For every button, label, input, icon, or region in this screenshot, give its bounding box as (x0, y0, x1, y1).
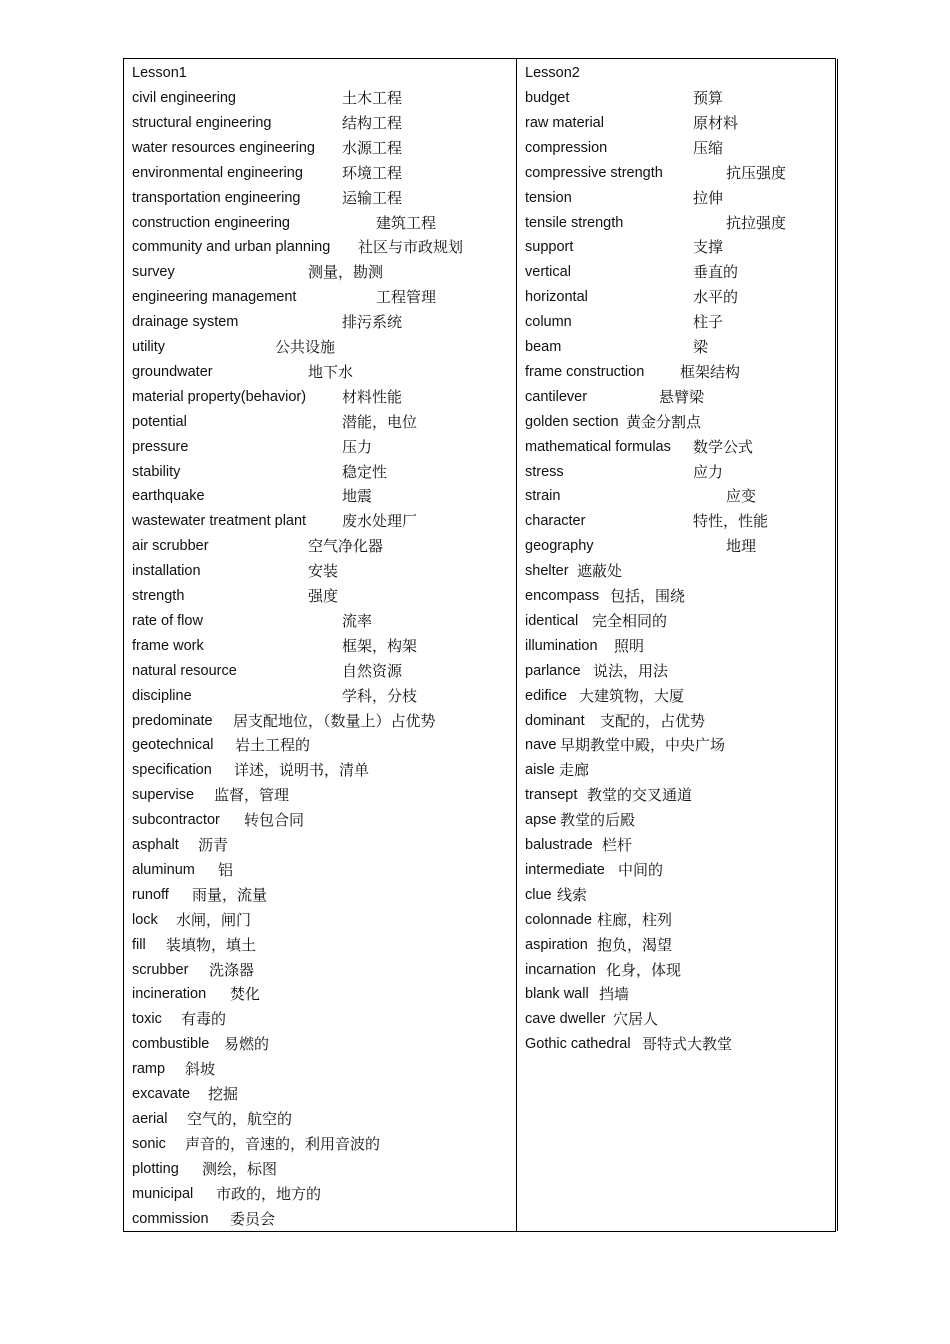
chinese-translation: 照明 (614, 636, 645, 655)
chinese-translation: 焚化 (230, 985, 261, 1004)
english-term: plotting (132, 1160, 179, 1177)
english-term: strength (132, 588, 185, 604)
vocab-row (525, 858, 664, 883)
vocab-row (525, 509, 769, 534)
vocab-row (132, 360, 354, 385)
chinese-translation: 潜能，电位 (342, 412, 418, 431)
chinese-translation: 流率 (342, 611, 373, 630)
vocab-row (525, 111, 739, 136)
vocab-row (132, 634, 418, 659)
chinese-translation: 大建筑物，大厦 (579, 686, 685, 705)
english-term: compressive strength (525, 164, 663, 181)
english-term: excavate (132, 1086, 191, 1102)
vocab-row (525, 235, 724, 260)
vocab-row (132, 758, 370, 783)
vocab-row (525, 783, 693, 808)
english-term: blank wall (525, 986, 589, 1003)
vocab-row (525, 634, 645, 659)
english-term: cave dweller (525, 1011, 606, 1028)
vocab-row (132, 933, 257, 958)
english-term: utility (132, 339, 166, 355)
chinese-translation: 哥特式大教堂 (642, 1035, 733, 1054)
english-term: ramp (132, 1061, 166, 1078)
english-term: stability (132, 463, 181, 480)
chinese-translation: 居支配地位，（数量上）占优势 (233, 711, 436, 730)
vocab-row (525, 659, 669, 684)
english-term: apse (525, 812, 557, 829)
english-term: edifice (525, 687, 567, 704)
chinese-translation: 数学公式 (693, 437, 754, 456)
chinese-translation: 测量，勘测 (308, 263, 384, 282)
vocab-row (525, 310, 724, 335)
chinese-translation: 土木工程 (342, 89, 403, 107)
vocab-row (132, 335, 336, 360)
chinese-translation: 垂直的 (693, 263, 739, 282)
english-term: supervise (132, 787, 195, 804)
vocab-row (132, 1057, 216, 1082)
vocab-row (525, 211, 787, 236)
chinese-translation: 易燃的 (224, 1035, 270, 1054)
english-term: balustrade (525, 837, 593, 853)
chinese-translation: 材料性能 (342, 387, 403, 406)
vocab-row (132, 211, 437, 236)
chinese-translation: 废水处理厂 (342, 512, 418, 531)
chinese-translation: 穴居人 (613, 1010, 659, 1029)
vocab-row (525, 534, 757, 559)
english-term: colonnade (525, 911, 592, 928)
english-term: scrubber (132, 961, 189, 978)
vocab-row (132, 559, 339, 584)
english-term: construction engineering (132, 214, 290, 231)
english-term: geotechnical (132, 737, 214, 754)
english-term: incineration (132, 986, 207, 1003)
chinese-translation: 栏杆 (602, 836, 633, 854)
english-term: rate of flow (132, 612, 203, 629)
chinese-translation: 特性，性能 (693, 512, 769, 531)
chinese-translation: 委员会 (230, 1209, 276, 1228)
vocab-row (525, 808, 636, 833)
chinese-translation: 悬臂梁 (659, 387, 705, 406)
english-term: wastewater treatment plant (132, 513, 307, 530)
vocab-row (525, 186, 724, 211)
vocab-row (132, 783, 290, 808)
english-term: air scrubber (132, 538, 209, 555)
vocab-row (132, 435, 373, 460)
chinese-translation: 环境工程 (342, 163, 403, 182)
chinese-translation: 学科，分枝 (342, 686, 418, 705)
chinese-translation: 雨量，流量 (192, 885, 268, 904)
english-term: illumination (525, 637, 598, 654)
english-term: dominant (525, 712, 585, 729)
chinese-translation: 运输工程 (342, 188, 403, 207)
vocab-row (525, 410, 702, 435)
vocab-row (525, 136, 724, 161)
chinese-translation: 地下水 (308, 362, 354, 381)
chinese-translation: 监督，管理 (214, 786, 290, 805)
english-term: encompass (525, 588, 600, 604)
vocab-row (525, 609, 668, 634)
chinese-translation: 建筑工程 (376, 213, 437, 232)
vocab-row (525, 709, 706, 734)
vocab-row (132, 958, 255, 983)
vocab-row (525, 982, 630, 1007)
vocab-row (132, 310, 403, 335)
chinese-translation: 市政的，地方的 (216, 1184, 322, 1203)
chinese-translation: 水平的 (693, 288, 739, 307)
english-term: installation (132, 563, 201, 580)
chinese-translation: 岩土工程的 (235, 736, 311, 755)
chinese-translation: 空气的，航空的 (187, 1109, 293, 1128)
vocab-row (525, 1007, 659, 1032)
english-term: parlance (525, 662, 581, 679)
vocab-row (132, 235, 464, 260)
english-term: earthquake (132, 488, 205, 505)
vocab-row (525, 883, 588, 908)
english-term: transept (525, 787, 578, 804)
vocab-row (132, 136, 403, 161)
chinese-translation: 支撑 (693, 238, 724, 257)
chinese-translation: 沥青 (198, 836, 229, 854)
chinese-translation: 水闸，闸门 (176, 910, 252, 929)
english-term: survey (132, 264, 175, 281)
vocab-row (525, 260, 739, 285)
vocab-row (525, 559, 623, 584)
chinese-translation: 铝 (218, 860, 234, 879)
vocab-row (132, 460, 388, 485)
vocab-row (132, 684, 418, 709)
vocab-row (525, 385, 705, 410)
vocab-row (132, 609, 373, 634)
english-term: vertical (525, 264, 571, 281)
vocab-row (132, 186, 403, 211)
vocab-row (525, 161, 787, 186)
vocab-row (132, 1157, 278, 1182)
vocab-row (132, 484, 373, 509)
english-term: budget (525, 90, 570, 106)
english-term: potential (132, 413, 187, 430)
english-term: stress (525, 463, 564, 480)
vocab-row (132, 584, 339, 609)
chinese-translation: 安装 (308, 562, 339, 581)
chinese-translation: 声音的，音速的，利用音波的 (185, 1134, 381, 1153)
chinese-translation: 教堂的后殿 (560, 811, 636, 830)
english-term: support (525, 239, 574, 256)
english-term: nave (525, 737, 557, 754)
vocab-row (525, 484, 757, 509)
english-term: natural resource (132, 662, 237, 679)
chinese-translation: 转包合同 (244, 811, 305, 830)
english-term: aspiration (525, 936, 588, 953)
vocab-row (525, 1032, 733, 1057)
english-term: frame work (132, 637, 204, 654)
chinese-translation: 社区与市政规划 (358, 238, 464, 257)
chinese-translation: 压缩 (693, 138, 724, 157)
english-term: tension (525, 189, 572, 206)
english-term: mathematical formulas (525, 438, 671, 455)
chinese-translation: 原材料 (693, 113, 739, 132)
vocab-row (132, 161, 403, 186)
vocab-row (525, 758, 590, 783)
vocab-row (132, 908, 252, 933)
vocab-row (132, 1032, 270, 1057)
chinese-translation: 框架结构 (680, 362, 741, 381)
chinese-translation: 工程管理 (376, 288, 437, 307)
vocab-row (132, 659, 403, 684)
english-term: raw material (525, 114, 604, 131)
english-term: clue (525, 886, 552, 903)
vocab-row (525, 285, 739, 310)
english-term: predominate (132, 712, 213, 729)
chinese-translation: 柱子 (693, 313, 724, 332)
english-term: civil engineering (132, 90, 236, 106)
english-term: identical (525, 612, 579, 629)
chinese-translation: 拉伸 (693, 188, 724, 207)
chinese-translation: 抗压强度 (726, 163, 787, 182)
chinese-translation: 早期教堂中殿，中央广场 (560, 736, 726, 755)
vocab-row (525, 733, 726, 758)
vocab-row (132, 534, 384, 559)
english-term: commission (132, 1210, 209, 1227)
lesson1-heading: Lesson1 (132, 65, 187, 81)
english-term: character (525, 513, 586, 530)
english-term: material property(behavior) (132, 388, 307, 405)
chinese-translation: 地震 (342, 487, 373, 506)
chinese-translation: 装填物，填土 (166, 935, 257, 954)
chinese-translation: 详述，说明书，清单 (234, 761, 370, 780)
english-term: lock (132, 911, 158, 928)
vocab-row (525, 833, 633, 858)
english-term: aisle (525, 762, 555, 779)
english-term: incarnation (525, 961, 596, 978)
english-term: geography (525, 538, 594, 555)
vocab-row (132, 260, 384, 285)
chinese-translation: 梁 (693, 338, 709, 356)
chinese-translation: 挖掘 (208, 1085, 239, 1103)
english-term: toxic (132, 1011, 162, 1028)
english-term: drainage system (132, 314, 239, 331)
english-term: municipal (132, 1185, 194, 1202)
english-term: subcontractor (132, 812, 220, 829)
chinese-translation: 走廊 (559, 761, 590, 780)
vocab-row (132, 709, 436, 734)
chinese-translation: 斜坡 (185, 1060, 216, 1079)
chinese-translation: 自然资源 (342, 661, 403, 680)
chinese-translation: 结构工程 (342, 113, 403, 132)
english-term: water resources engineering (132, 139, 315, 156)
vocab-row (525, 86, 724, 111)
english-term: frame construction (525, 363, 645, 380)
chinese-translation: 挡墙 (599, 985, 630, 1004)
chinese-translation: 完全相同的 (592, 611, 668, 630)
chinese-translation: 黄金分割点 (626, 412, 702, 431)
vocab-row (132, 1082, 239, 1107)
vocab-row (132, 1182, 322, 1207)
english-term: beam (525, 339, 562, 355)
vocab-row (132, 1007, 227, 1032)
chinese-translation: 地理 (726, 537, 757, 556)
chinese-translation: 教堂的交叉通道 (587, 786, 693, 805)
chinese-translation: 抗拉强度 (726, 213, 787, 232)
chinese-translation: 应变 (726, 487, 757, 506)
english-term: aluminum (132, 861, 195, 878)
chinese-translation: 化身，体现 (606, 960, 682, 979)
vocab-row (525, 958, 682, 983)
vocab-row (132, 858, 234, 883)
english-term: aerial (132, 1110, 168, 1127)
chinese-translation: 强度 (308, 587, 339, 605)
lesson2-heading: Lesson2 (525, 65, 580, 81)
english-term: discipline (132, 687, 192, 704)
chinese-translation: 抱负，渴望 (597, 935, 673, 954)
english-term: engineering management (132, 289, 297, 306)
chinese-translation: 柱廊，柱列 (597, 910, 673, 929)
vocab-row (132, 1132, 381, 1157)
english-term: column (525, 314, 572, 331)
vocab-row (525, 584, 686, 609)
english-term: horizontal (525, 289, 588, 306)
vocab-row (132, 982, 261, 1007)
english-term: environmental engineering (132, 164, 303, 181)
english-term: shelter (525, 563, 569, 580)
english-term: Gothic cathedral (525, 1036, 631, 1053)
vocab-row (525, 435, 754, 460)
vocab-row (132, 733, 311, 758)
vocab-row (132, 833, 229, 858)
vocabulary-table (123, 58, 836, 1232)
chinese-translation: 说法，用法 (593, 661, 669, 680)
chinese-translation: 框架，构架 (342, 636, 418, 655)
chinese-translation: 压力 (342, 437, 373, 456)
chinese-translation: 测绘，标图 (202, 1159, 278, 1178)
vocab-row (132, 86, 403, 111)
vocab-row (132, 1107, 293, 1132)
vocab-row (132, 111, 403, 136)
lesson2-column (517, 59, 835, 1231)
chinese-translation: 遮蔽处 (577, 562, 623, 581)
english-term: specification (132, 762, 212, 779)
vocab-row (132, 285, 437, 310)
english-term: runoff (132, 886, 169, 903)
english-term: sonic (132, 1135, 166, 1152)
english-term: community and urban planning (132, 239, 331, 256)
chinese-translation: 支配的，占优势 (600, 711, 706, 730)
vocab-row (132, 509, 418, 534)
english-term: fill (132, 936, 146, 953)
chinese-translation: 洗涤器 (209, 960, 255, 979)
chinese-translation: 空气净化器 (308, 537, 384, 556)
vocab-row (132, 410, 418, 435)
chinese-translation: 水源工程 (342, 138, 403, 157)
vocab-row (525, 335, 709, 360)
english-term: compression (525, 139, 608, 156)
english-term: transportation engineering (132, 189, 301, 206)
vocab-row (525, 460, 724, 485)
chinese-translation: 线索 (557, 885, 588, 904)
chinese-translation: 排污系统 (342, 313, 403, 332)
chinese-translation: 稳定性 (342, 462, 388, 481)
chinese-translation: 预算 (693, 89, 724, 107)
vocab-row (132, 883, 268, 908)
lesson1-column (124, 59, 517, 1231)
english-term: tensile strength (525, 214, 624, 231)
english-term: golden section (525, 413, 619, 430)
english-term: intermediate (525, 861, 605, 878)
vocab-row (525, 684, 685, 709)
english-term: strain (525, 488, 561, 505)
english-term: pressure (132, 438, 189, 455)
chinese-translation: 有毒的 (181, 1010, 227, 1029)
chinese-translation: 中间的 (618, 860, 664, 879)
chinese-translation: 应力 (693, 462, 724, 481)
vocab-row (525, 933, 673, 958)
english-term: asphalt (132, 837, 179, 853)
english-term: groundwater (132, 363, 213, 380)
vocab-row (132, 1207, 276, 1232)
vocab-row (525, 908, 673, 933)
english-term: cantilever (525, 388, 588, 405)
vocab-row (525, 360, 741, 385)
chinese-translation: 公共设施 (275, 338, 336, 356)
chinese-translation: 包括，围绕 (610, 587, 686, 605)
english-term: structural engineering (132, 114, 272, 131)
english-term: combustible (132, 1036, 210, 1053)
vocab-row (132, 808, 305, 833)
vocab-row (132, 385, 403, 410)
